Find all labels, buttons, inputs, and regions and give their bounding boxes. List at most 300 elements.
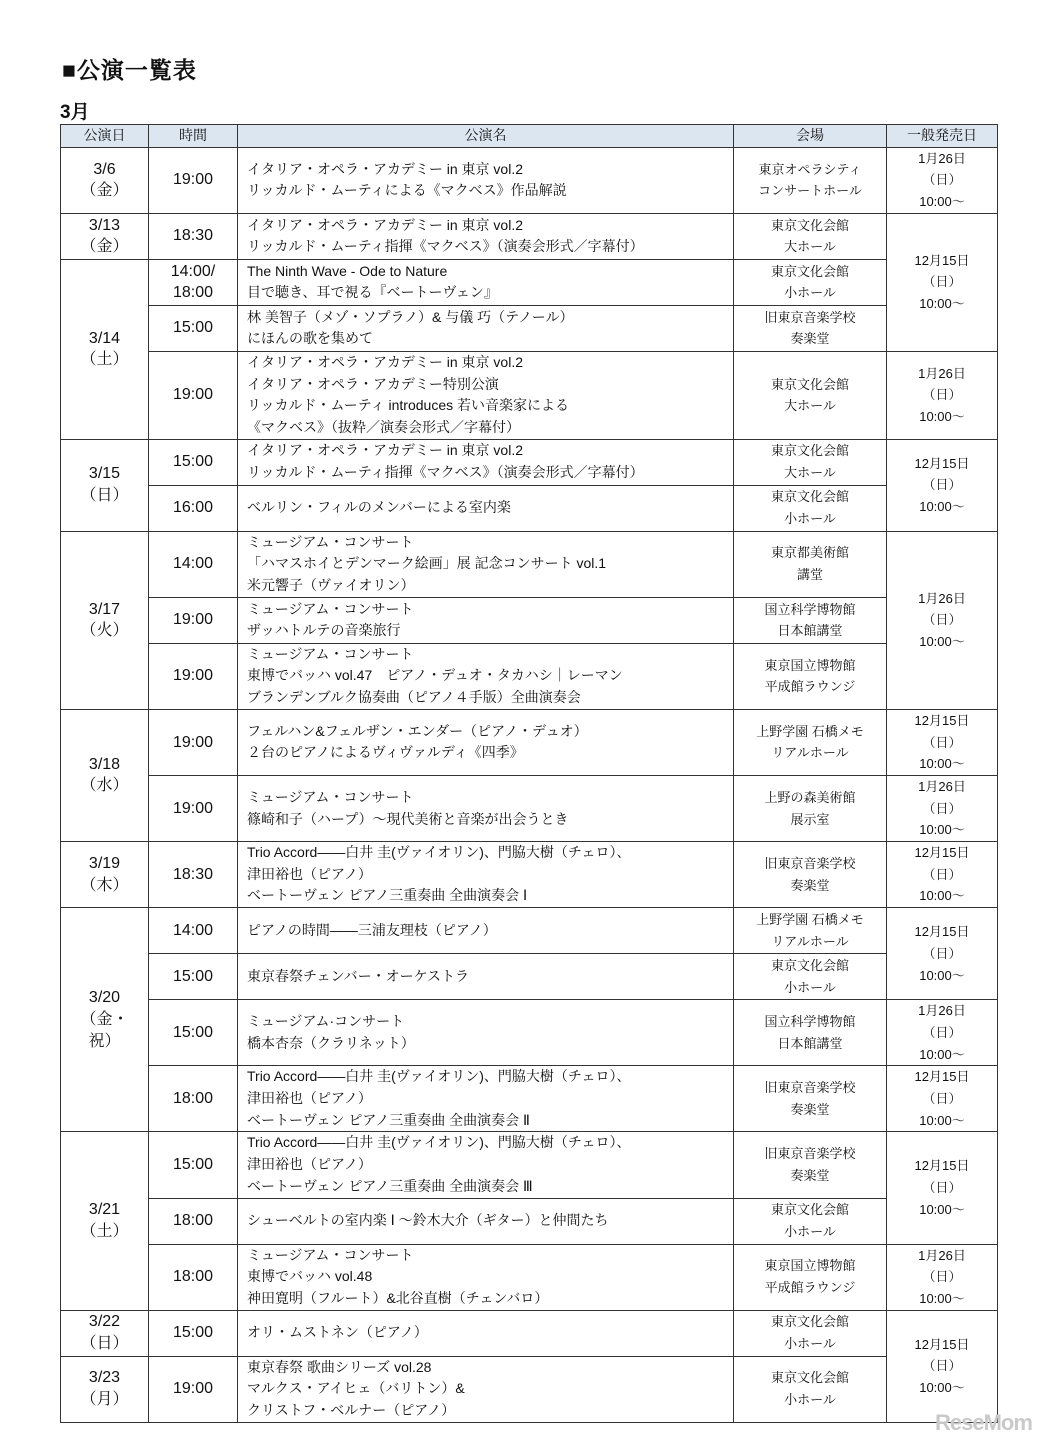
venue-line: 東京文化会館: [770, 1370, 849, 1386]
general-sale-date-line: 1月26日: [918, 1247, 966, 1263]
general-sale-date-line: 1月26日: [918, 590, 966, 606]
performance-title-line: ブランデンブルク協奏曲（ピアノ４手版）全曲演奏会: [247, 689, 581, 706]
general-sale-date-line: 10:00～: [919, 194, 965, 210]
performance-title: [238, 351, 734, 439]
general-sale-date: [887, 775, 998, 841]
performance-date-line: （金）: [80, 238, 129, 256]
performance-date: [61, 709, 149, 841]
general-sale-date-line: （日）: [922, 734, 962, 750]
performance-time-line: 18:30: [172, 865, 214, 883]
general-sale-date-line: 1月26日: [918, 150, 966, 166]
venue: [734, 1132, 887, 1198]
venue-line: 奏楽堂: [790, 877, 830, 893]
venue-line: 東京文化会館: [770, 376, 849, 392]
general-sale-date-line: （日）: [922, 1269, 962, 1285]
general-sale-date: [887, 531, 998, 709]
performance-title-line: 津田裕也（ピアノ）: [247, 1089, 372, 1106]
performance-title-line: 神田寛明（フルート）&北谷直樹（チェンバロ）: [247, 1289, 549, 1306]
venue: [734, 305, 887, 351]
general-sale-date-line: （日）: [922, 866, 962, 882]
venue-line: 大ホール: [784, 398, 836, 414]
performance-time-line: 19:00: [172, 386, 214, 404]
performance-date: [61, 1132, 149, 1310]
venue-line: 東京文化会館: [770, 1202, 849, 1218]
general-sale-date-line: （日）: [922, 945, 962, 961]
general-sale-date-line: 12月15日: [914, 455, 970, 471]
venue: [734, 1244, 887, 1310]
month-heading: 3月: [60, 102, 90, 123]
table-row: [61, 1132, 998, 1198]
table-row: [61, 351, 998, 439]
general-sale-date-line: 1月26日: [918, 1003, 966, 1019]
performance-title: [238, 643, 734, 709]
venue: [734, 259, 887, 305]
table-row: [61, 908, 998, 954]
general-sale-date-line: 10:00～: [919, 634, 965, 650]
performance-date-line: 祝）: [88, 1032, 121, 1050]
venue-line: 奏楽堂: [790, 1101, 830, 1117]
table-row: [61, 1310, 998, 1356]
performance-title: [238, 1198, 734, 1244]
performance-title-line: 東京春祭チェンバー・オーケストラ: [247, 967, 470, 984]
performance-time-line: 19:00: [172, 667, 214, 685]
performance-title-line: クリストフ・ベルナー（ピアノ）: [247, 1402, 456, 1419]
table-row: [61, 1000, 998, 1066]
performance-title: [238, 1000, 734, 1066]
venue-line: 小ホール: [784, 1336, 836, 1352]
performance-title-line: イタリア・オペラ・アカデミー in 東京 vol.2: [247, 442, 523, 459]
performance-time: [149, 213, 238, 259]
venue: [734, 842, 887, 908]
performance-title-line: ミュージアム・コンサート: [247, 600, 414, 617]
general-sale-date-line: 10:00～: [919, 967, 965, 983]
performance-title: [238, 1132, 734, 1198]
performance-time: [149, 1000, 238, 1066]
venue-line: 小ホール: [784, 1224, 836, 1239]
performance-title-line: リッカルド・ムーティ指揮《マクベス》（演奏会形式／字幕付）: [247, 238, 644, 255]
performance-time-line: 15:00: [172, 1324, 214, 1342]
performance-date-line: 3/20: [88, 989, 121, 1007]
venue: [734, 1198, 887, 1244]
performance-title-line: 《マクベス》（抜粋／演奏会形式／字幕付）: [247, 418, 520, 435]
header-venue: 会場: [734, 125, 887, 148]
venue-line: リアルホール: [771, 933, 849, 949]
performance-date-line: （金・: [80, 1010, 129, 1028]
venue-line: 東京国立博物館: [764, 1258, 856, 1274]
venue: [734, 1000, 887, 1066]
performance-date-line: 3/19: [88, 854, 121, 872]
performance-time-line: 19:00: [172, 799, 214, 817]
performance-title-line: リッカルド・ムーティによる《マクベス》作品解説: [247, 182, 567, 199]
table-row: [61, 954, 998, 1000]
general-sale-date-line: （日）: [922, 387, 962, 403]
venue: [734, 643, 887, 709]
general-sale-date-line: 12月15日: [914, 712, 970, 728]
performance-time-line: 15:00: [172, 453, 214, 471]
performance-time-line: 18:00: [172, 1089, 214, 1107]
venue-line: 国立科学博物館: [764, 1014, 856, 1030]
performance-time: [149, 842, 238, 908]
performance-title-line: イタリア・オペラ・アカデミー in 東京 vol.2: [247, 216, 523, 233]
performance-title-line: ２台のピアノによるヴィヴァルディ《四季》: [247, 744, 524, 761]
general-sale-date-line: 10:00～: [919, 756, 965, 772]
table-row: [61, 597, 998, 643]
performance-date-line: （金）: [80, 182, 129, 200]
table-row: [61, 1066, 998, 1132]
general-sale-date-line: 12月15日: [914, 1158, 970, 1174]
performance-title-line: ベートーヴェン ピアノ三重奏曲 全曲演奏会 Ⅱ: [247, 1111, 530, 1128]
general-sale-date-line: 12月15日: [914, 1336, 970, 1352]
venue-line: 大ホール: [784, 465, 836, 481]
table-row: [61, 775, 998, 841]
table-row: [61, 1198, 998, 1244]
performance-title: [238, 908, 734, 954]
performance-time: [149, 305, 238, 351]
venue: [734, 709, 887, 775]
performance-date-line: 3/18: [88, 755, 121, 773]
performance-title-line: フェルハン&フェルザン・エンダー（ピアノ・デュオ）: [247, 722, 588, 739]
performance-date: [61, 1356, 149, 1422]
venue: [734, 1356, 887, 1422]
table-row: [61, 259, 998, 305]
performance-time-line: 14:00/: [170, 262, 216, 280]
performance-title-line: マルクス・アイヒェ（バリトン）&: [247, 1380, 465, 1397]
general-sale-date: [887, 1244, 998, 1310]
venue-line: コンサートホール: [758, 183, 862, 199]
performance-title-line: Trio Accord――白井 圭(ヴァイオリン)、門脇大樹（チェロ）、: [247, 1068, 631, 1085]
performance-title-line: 東京春祭 歌曲シリーズ vol.28: [247, 1358, 432, 1375]
venue-line: 日本館講堂: [777, 1035, 843, 1051]
performance-time-line: 19:00: [172, 611, 214, 629]
performance-time: [149, 1244, 238, 1310]
venue-line: 奏楽堂: [790, 1167, 830, 1183]
performance-time-line: 15:00: [172, 319, 214, 337]
performance-date-line: 3/21: [88, 1201, 121, 1219]
venue-line: 旧東京音楽学校: [764, 855, 856, 871]
general-sale-date-line: （日）: [922, 1180, 962, 1196]
performance-time-line: 15:00: [172, 967, 214, 985]
general-sale-date-line: 10:00～: [919, 822, 965, 838]
performance-time: [149, 709, 238, 775]
general-sale-date: [887, 842, 998, 908]
performance-title-line: イタリア・オペラ・アカデミー in 東京 vol.2: [247, 353, 523, 370]
performance-time: [149, 531, 238, 597]
venue-line: 東京文化会館: [770, 1314, 849, 1330]
general-sale-date-line: 10:00～: [919, 1290, 965, 1306]
venue: [734, 147, 887, 213]
venue-line: 東京オペラシティ: [758, 161, 862, 177]
performance-title-line: ミュージアム・コンサート: [247, 645, 414, 662]
header-title: 公演名: [238, 125, 734, 148]
performance-date-line: 3/15: [88, 465, 121, 483]
performance-title-line: にほんの歌を集めて: [247, 330, 373, 347]
venue-line: 講堂: [796, 567, 823, 583]
venue-line: 小ホール: [784, 511, 836, 527]
venue-line: 平成館ラウンジ: [764, 679, 856, 695]
performance-title-line: ピアノの時間――三浦友理枝（ピアノ）: [247, 921, 497, 938]
performance-title-line: Trio Accord――白井 圭(ヴァイオリン)、門脇大樹（チェロ）、: [247, 1134, 631, 1151]
performance-date-line: 3/6: [93, 160, 116, 178]
general-sale-date: [887, 709, 998, 775]
performance-date-line: 3/14: [88, 329, 121, 347]
header-date: 公演日: [61, 125, 149, 148]
general-sale-date-line: （日）: [922, 612, 962, 628]
performance-time: [149, 597, 238, 643]
performance-time: [149, 439, 238, 485]
performance-time-line: 18:00: [172, 284, 214, 302]
performance-date: [61, 531, 149, 709]
performance-title-line: リッカルド・ムーティ指揮《マクベス》（演奏会形式／字幕付）: [247, 464, 644, 481]
performance-date-line: （土）: [80, 1223, 129, 1240]
performance-title-line: ベートーヴェン ピアノ三重奏曲 全曲演奏会 Ⅰ: [247, 887, 528, 904]
performance-time: [149, 643, 238, 709]
venue-line: 旧東京音楽学校: [764, 1146, 856, 1162]
venue-line: 小ホール: [784, 285, 836, 301]
performance-date: [61, 1310, 149, 1356]
table-row: [61, 1244, 998, 1310]
header-time: 時間: [149, 125, 238, 148]
general-sale-date-line: 12月15日: [914, 1069, 970, 1085]
general-sale-date-line: （日）: [922, 477, 962, 493]
general-sale-date: [887, 908, 998, 1000]
venue: [734, 213, 887, 259]
performance-title-line: Trio Accord――白井 圭(ヴァイオリン)、門脇大樹（チェロ）、: [247, 844, 631, 861]
performance-time: [149, 259, 238, 305]
table-row: [61, 485, 998, 531]
performance-date: [61, 259, 149, 439]
performance-title-line: ザッハトルテの音楽旅行: [247, 622, 401, 639]
venue-line: リアルホール: [771, 745, 849, 761]
performance-title-line: シューベルトの室内楽 Ⅰ ～鈴木大介（ギター）と仲間たち: [247, 1212, 609, 1229]
performance-title: [238, 1066, 734, 1132]
resemom-watermark: ReseMom: [935, 1410, 1032, 1435]
venue-line: 旧東京音楽学校: [764, 1080, 856, 1096]
performance-time: [149, 1310, 238, 1356]
performance-date: [61, 213, 149, 259]
header-sale-date: 一般発売日: [887, 125, 998, 148]
performance-title: [238, 1356, 734, 1422]
performance-title: [238, 775, 734, 841]
performance-time: [149, 1132, 238, 1198]
venue: [734, 908, 887, 954]
general-sale-date: [887, 1132, 998, 1244]
general-sale-date: [887, 1066, 998, 1132]
performance-time-line: 19:00: [172, 171, 214, 189]
performance-time: [149, 1198, 238, 1244]
general-sale-date-line: 10:00～: [919, 498, 965, 514]
general-sale-date-line: 1月26日: [918, 365, 966, 381]
performance-title-line: リッカルド・ムーティ introduces 若い音楽家による: [247, 397, 569, 414]
performance-time: [149, 1066, 238, 1132]
performance-title: [238, 1310, 734, 1356]
performance-title-line: 目で聴き、耳で視る『ベートーヴェン』: [247, 284, 498, 301]
performance-title: [238, 213, 734, 259]
performance-title: [238, 147, 734, 213]
performance-date-line: （土）: [80, 351, 129, 369]
performance-time-line: 18:00: [172, 1268, 214, 1286]
venue-line: 東京文化会館: [770, 217, 849, 233]
performance-time-line: 18:30: [172, 227, 214, 245]
performance-title: [238, 485, 734, 531]
venue: [734, 1310, 887, 1356]
table-row: [61, 1356, 998, 1422]
performance-time: [149, 1356, 238, 1422]
general-sale-date-line: （日）: [922, 1358, 962, 1374]
performance-title: [238, 531, 734, 597]
performance-time: [149, 351, 238, 439]
performance-time-line: 14:00: [172, 921, 214, 939]
performance-time-line: 18:00: [172, 1212, 214, 1230]
venue-line: 平成館ラウンジ: [764, 1280, 856, 1296]
performance-title-line: ミュージアム・コンサート: [247, 788, 414, 805]
performance-time: [149, 954, 238, 1000]
performance-date-line: （月）: [80, 1391, 129, 1409]
general-sale-date-line: 10:00～: [919, 296, 965, 312]
performance-title-line: 東博でバッハ vol.48: [247, 1268, 373, 1285]
general-sale-date: [887, 1000, 998, 1066]
general-sale-date-line: 10:00～: [919, 1046, 965, 1062]
venue-line: 東京文化会館: [770, 263, 849, 279]
general-sale-date: [887, 351, 998, 439]
performance-title-line: 津田裕也（ピアノ）: [247, 865, 372, 882]
venue-line: 大ホール: [784, 239, 836, 255]
general-sale-date-line: （日）: [922, 172, 962, 188]
performance-time-line: 16:00: [172, 499, 214, 517]
performance-date-line: （木）: [80, 876, 129, 894]
table-row: [61, 305, 998, 351]
general-sale-date: [887, 213, 998, 351]
performance-title-line: The Ninth Wave - Ode to Nature: [247, 262, 448, 279]
general-sale-date-line: （日）: [922, 274, 962, 290]
general-sale-date: [887, 439, 998, 531]
performance-table: [60, 124, 998, 1423]
general-sale-date-line: 12月15日: [914, 924, 970, 940]
performance-title-line: 「ハマスホイとデンマーク絵画」展 記念コンサート vol.1: [247, 555, 607, 572]
performance-date: [61, 908, 149, 1132]
performance-date-line: 3/23: [88, 1369, 121, 1387]
performance-title-line: ミュージアム・コンサート: [247, 1246, 414, 1263]
venue: [734, 954, 887, 1000]
performance-title: [238, 305, 734, 351]
performance-time-line: 19:00: [172, 1380, 214, 1398]
table-row: [61, 643, 998, 709]
general-sale-date-line: 12月15日: [914, 845, 970, 861]
performance-date-line: （日）: [80, 487, 129, 505]
performance-time-line: 14:00: [172, 555, 214, 573]
performance-time-line: 15:00: [172, 1023, 214, 1041]
venue-line: 東京文化会館: [770, 489, 849, 505]
venue-line: 上野学園 石橋メモ: [756, 723, 864, 739]
general-sale-date-line: 10:00～: [919, 409, 965, 425]
venue: [734, 439, 887, 485]
performance-title-line: ミュージアム・コンサート: [247, 533, 414, 550]
performance-date: [61, 147, 149, 213]
venue-line: 展示室: [790, 811, 830, 827]
performance-time-line: 15:00: [172, 1156, 214, 1174]
performance-time: [149, 908, 238, 954]
performance-title-line: 東博でバッハ vol.47 ピアノ・デュオ・タカハシ｜レーマン: [247, 667, 623, 684]
general-sale-date-line: 10:00～: [919, 1112, 965, 1128]
performance-date-line: 3/17: [88, 600, 121, 618]
venue: [734, 531, 887, 597]
performance-title-line: 林 美智子（メゾ・ソプラノ）& 与儀 巧（テノール）: [247, 308, 574, 325]
performance-title-line: 篠崎和子（ハープ）～現代美術と音楽が出会うとき: [247, 810, 569, 827]
performance-title-line: ベルリン・フィルのメンバーによる室内楽: [247, 499, 511, 516]
performance-date-line: 3/13: [88, 216, 121, 234]
performance-title-line: ミュージアム·コンサート: [247, 1013, 405, 1030]
performance-date-line: 3/22: [88, 1313, 121, 1331]
performance-title-line: イタリア・オペラ・アカデミー特別公演: [247, 375, 499, 392]
table-header-row: [61, 125, 998, 148]
performance-title: [238, 954, 734, 1000]
venue-line: 小ホール: [784, 979, 836, 995]
venue-line: 日本館講堂: [777, 623, 843, 639]
performance-title: [238, 439, 734, 485]
general-sale-date-line: （日）: [922, 800, 962, 816]
performance-time: [149, 485, 238, 531]
performance-title-line: イタリア・オペラ・アカデミー in 東京 vol.2: [247, 160, 523, 177]
general-sale-date-line: （日）: [922, 1024, 962, 1040]
performance-title-line: 米元響子（ヴァイオリン）: [247, 577, 415, 594]
venue-line: 上野の森美術館: [764, 789, 856, 805]
performance-date-line: （水）: [80, 777, 129, 795]
table-row: [61, 531, 998, 597]
venue: [734, 775, 887, 841]
performance-title: [238, 842, 734, 908]
table-row: [61, 213, 998, 259]
general-sale-date: [887, 147, 998, 213]
general-sale-date: [887, 1310, 998, 1422]
general-sale-date-line: 1月26日: [918, 778, 966, 794]
table-row: [61, 709, 998, 775]
performance-title: [238, 1244, 734, 1310]
venue-line: 東京文化会館: [770, 443, 849, 459]
performance-date: [61, 842, 149, 908]
general-sale-date-line: 10:00～: [919, 1201, 965, 1217]
performance-time: [149, 775, 238, 841]
venue: [734, 1066, 887, 1132]
performance-title: [238, 709, 734, 775]
page-title: ■公演一覧表: [62, 57, 197, 83]
performance-title: [238, 597, 734, 643]
performance-title-line: 橋本杏奈（クラリネット）: [247, 1034, 415, 1051]
venue-line: 旧東京音楽学校: [764, 309, 856, 325]
performance-title-line: ベートーヴェン ピアノ三重奏曲 全曲演奏会 Ⅲ: [247, 1177, 533, 1194]
performance-date-line: （日）: [80, 1335, 129, 1353]
venue-line: 奏楽堂: [790, 331, 830, 347]
venue: [734, 597, 887, 643]
venue-line: 東京国立博物館: [764, 657, 856, 673]
performance-date-line: （火）: [80, 622, 129, 640]
general-sale-date-line: 12月15日: [914, 252, 970, 268]
venue: [734, 485, 887, 531]
performance-date: [61, 439, 149, 531]
general-sale-date-line: （日）: [922, 1090, 962, 1106]
performance-time-line: 19:00: [172, 733, 214, 751]
table-row: [61, 439, 998, 485]
venue-line: 東京文化会館: [770, 957, 849, 973]
general-sale-date-line: 10:00～: [919, 888, 965, 904]
performance-title: [238, 259, 734, 305]
performance-title-line: オリ・ムストネン（ピアノ）: [247, 1324, 428, 1341]
venue-line: 小ホール: [784, 1392, 836, 1408]
venue: [734, 351, 887, 439]
performance-title-line: 津田裕也（ピアノ）: [247, 1156, 372, 1173]
general-sale-date-line: 10:00～: [919, 1380, 965, 1396]
performance-time: [149, 147, 238, 213]
venue-line: 国立科学博物館: [764, 601, 856, 617]
table-row: [61, 842, 998, 908]
